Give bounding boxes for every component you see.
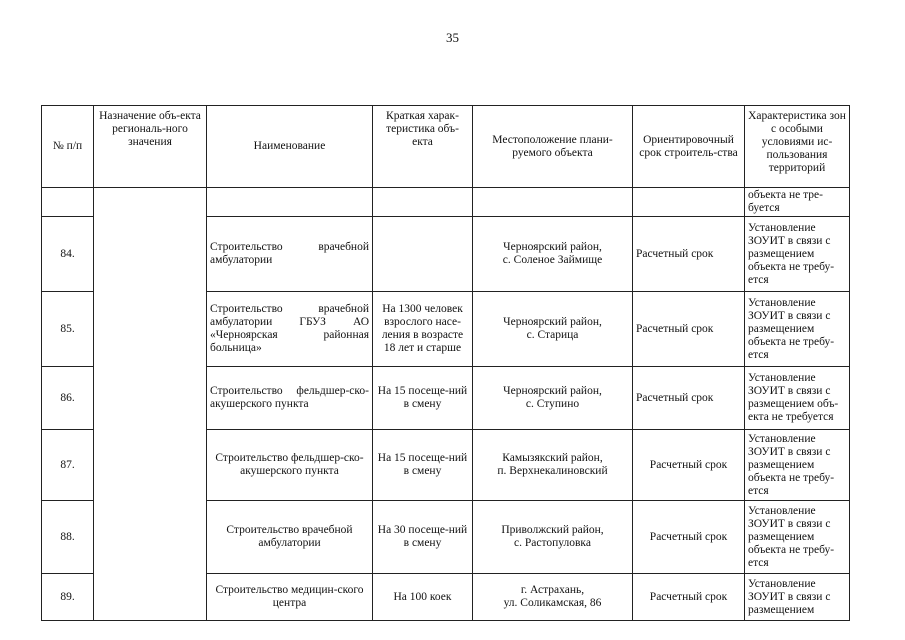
cell-zones: Установление ЗОУИТ в связи с размещением объекта не требу-ется — [745, 430, 850, 501]
cell-num: 89. — [42, 574, 94, 621]
cell-term: Расчетный срок — [633, 367, 745, 430]
cell-location — [473, 367, 633, 430]
cell-characteristic — [373, 188, 473, 217]
cell-location — [473, 188, 633, 217]
cell-term: Расчетный срок — [633, 292, 745, 367]
cell-name: Строительство медицин-ского центра — [207, 574, 373, 621]
location-line-1: Камызякский район, — [502, 452, 603, 464]
table-row-continuation — [42, 188, 850, 217]
cell-name: Строительство врачебной амбулатории ГБУЗ АО «Черноярская районная больница» — [207, 292, 373, 367]
cell-zones: Установление ЗОУИТ в связи с размещением объекта не требу-ется — [745, 217, 850, 292]
cell-num — [42, 188, 94, 217]
location-line-2: ул. Соликамская, 86 — [503, 597, 602, 609]
location-line-1: Приволжский район, — [501, 524, 604, 536]
cell-num: 85. — [42, 292, 94, 367]
cell-num: 86. — [42, 367, 94, 430]
header-location: Местоположение плани-руемого объекта — [473, 106, 633, 188]
cell-term — [633, 188, 745, 217]
cell-purpose-merged — [94, 188, 207, 621]
cell-name: Строительство фельдшер-ско-акушерского пункта — [207, 430, 373, 501]
header-characteristic: Краткая харак-теристика объ-екта — [373, 106, 473, 188]
location-line-2: с. Старица — [526, 329, 579, 341]
objects-table — [41, 105, 850, 621]
cell-location — [473, 574, 633, 621]
location-line-2: с. Растопуловка — [514, 537, 591, 549]
header-term: Ориентировочный срок строитель-ства — [633, 106, 745, 188]
cell-characteristic: На 100 коек — [373, 574, 473, 621]
header-purpose: Назначение объ-екта региональ-ного значения — [94, 106, 207, 188]
location-line-1: г. Астрахань, — [520, 584, 585, 596]
cell-zones: Установление ЗОУИТ в связи с размещением — [745, 574, 850, 621]
header-num: № п/п — [42, 106, 94, 188]
cell-zones: объекта не тре-буется — [745, 188, 850, 217]
table-header-row — [42, 106, 850, 188]
cell-term: Расчетный срок — [633, 574, 745, 621]
location-line-2: с. Соленое Займище — [502, 254, 603, 266]
cell-characteristic: На 1300 человек взрослого насе-ления в возрасте 18 лет и старше — [373, 292, 473, 367]
cell-characteristic: На 30 посеще-ний в смену — [373, 501, 473, 574]
cell-characteristic: На 15 посеще-ний в смену — [373, 367, 473, 430]
cell-zones: Установление ЗОУИТ в связи с размещением объекта не требу-ется — [745, 292, 850, 367]
cell-name — [207, 188, 373, 217]
location-line-2: с. Ступино — [525, 398, 580, 410]
location-line-1: Черноярский район, — [503, 241, 602, 253]
cell-term: Расчетный срок — [633, 217, 745, 292]
cell-location — [473, 292, 633, 367]
cell-location — [473, 217, 633, 292]
cell-num: 87. — [42, 430, 94, 501]
page-number: 35 — [446, 30, 459, 45]
location-line-1: Черноярский район, — [503, 385, 602, 397]
cell-zones: Установление ЗОУИТ в связи с размещением объ-екта не требуется — [745, 367, 850, 430]
cell-name: Строительство врачебной амбулатории — [207, 217, 373, 292]
location-line-2: п. Верхнекалиновский — [497, 465, 608, 477]
header-name: Наименование — [207, 106, 373, 188]
cell-characteristic — [373, 217, 473, 292]
cell-term: Расчетный срок — [633, 501, 745, 574]
cell-location — [473, 501, 633, 574]
cell-num: 84. — [42, 217, 94, 292]
cell-num: 88. — [42, 501, 94, 574]
cell-zones: Установление ЗОУИТ в связи с размещением объекта не требу-ется — [745, 501, 850, 574]
location-line-1: Черноярский район, — [503, 316, 602, 328]
cell-location — [473, 430, 633, 501]
cell-term: Расчетный срок — [633, 430, 745, 501]
cell-characteristic: На 15 посеще-ний в смену — [373, 430, 473, 501]
cell-name: Строительство врачебной амбулатории — [207, 501, 373, 574]
header-zones: Характеристика зон с особыми условиями ис-пользования территорий — [745, 106, 850, 188]
cell-name: Строительство фельдшер-ско-акушерского пункта — [207, 367, 373, 430]
